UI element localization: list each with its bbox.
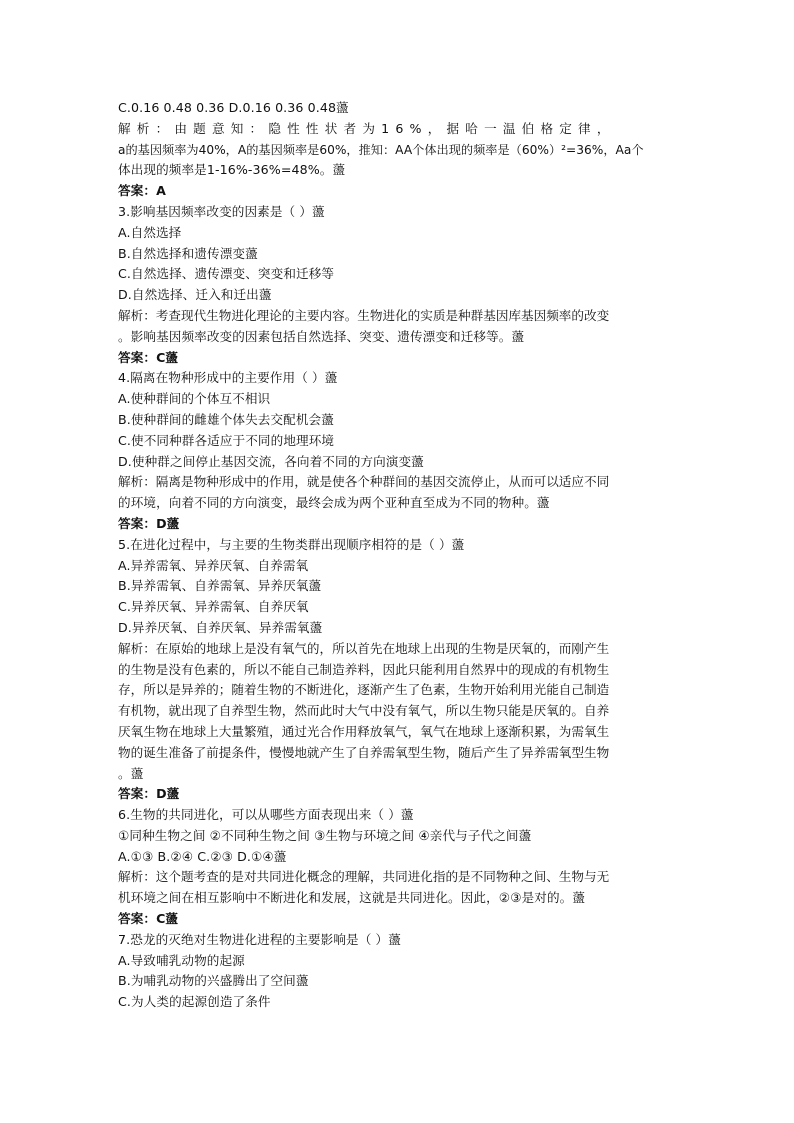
q4-option-d: D.使种群之间停止基因交流，各向着不同的方向演变蘯 xyxy=(118,453,424,469)
q6-answer: 答案：C蘯 xyxy=(118,911,179,927)
q3-option-c: C.自然选择、遗传漂变、突变和迁移等 xyxy=(118,266,335,282)
q3-option-b: B.自然选择和遗传漂变蘯 xyxy=(118,245,258,261)
q5-stem: 5.在进化过程中，与主要的生物类群出现顺序相符的是（ ）蘯 xyxy=(118,536,465,552)
q4-option-a: A.使种群间的个体互不相识 xyxy=(118,391,271,407)
q5-option-d: D.异养厌氧、自养厌氧、异养需氧蘯 xyxy=(118,619,323,635)
q6-options: A.①③ B.②④ C.②③ D.①④蘯 xyxy=(118,848,287,864)
q7-stem: 7.恐龙的灭绝对生物进化进程的主要影响是（ ）蘯 xyxy=(118,931,401,947)
q5-explanation-line-3: 存，所以是异养的；随着生物的不断进化，逐渐产生了色素，生物开始利用光能自己制造 xyxy=(118,682,610,698)
q4-option-c: C.使不同种群各适应于不同的地理环境 xyxy=(118,432,335,448)
q2-answer: 答案：A xyxy=(118,183,166,199)
q3-option-a: A.自然选择 xyxy=(118,224,182,240)
q5-option-c: C.异养厌氧、异养需氧、自养厌氧 xyxy=(118,599,309,615)
q4-option-b: B.使种群间的雌雄个体失去交配机会蘯 xyxy=(118,411,334,427)
q5-explanation-line-1: 解析：在原始的地球上是没有氧气的，所以首先在地球上出现的生物是厌氧的，而刚产生 xyxy=(118,640,610,656)
q7-option-a: A.导致哺乳动物的起源 xyxy=(118,952,245,968)
q2-options-cd: C.0.16 0.48 0.36 D.0.16 0.36 0.48蘯 xyxy=(118,100,349,115)
q2-explanation-line-3: 体出现的频率是1-16%-36%=48%。蘯 xyxy=(118,162,346,178)
document-page xyxy=(118,98,678,1013)
q2-explanation-line-2: a的基因频率为40%，A的基因频率是60%，推知：AA个体出现的频率是（60%）²=36%，Aa个 xyxy=(118,142,644,157)
q3-stem: 3.影响基因频率改变的因素是（ ）蘯 xyxy=(118,203,325,219)
q6-explanation-line-1: 解析：这个题考查的是对共同进化概念的理解，共同进化指的是不同物种之间、生物与无 xyxy=(118,869,610,885)
q2-explanation-line-1: 解析：由题意知：隐性性状者为16%，据哈一温伯格定律， xyxy=(118,120,616,136)
q7-option-c: C.为人类的起源创造了条件 xyxy=(118,994,271,1010)
q6-stem: 6.生物的共同进化，可以从哪些方面表现出来（ ）蘯 xyxy=(118,807,414,823)
q7-option-b: B.为哺乳动物的兴盛腾出了空间蘯 xyxy=(118,973,309,989)
q6-explanation-line-2: 机环境之间在相互影响中不断进化和发展，这就是共同进化。因此，②③是对的。蘯 xyxy=(118,890,586,906)
q3-explanation-line-2: 。影响基因频率改变的因素包括自然选择、突变、遗传漂变和迁移等。蘯 xyxy=(118,328,525,344)
q5-explanation-line-6: 物的诞生准备了前提条件，慢慢地就产生了自养需氧型生物，随后产生了异养需氧型生物 xyxy=(118,744,610,760)
q5-explanation-line-5: 厌氧生物在地球上大量繁殖，通过光合作用释放氧气，氧气在地球上逐渐积累，为需氧生 xyxy=(118,723,610,739)
q4-answer: 答案：D蘯 xyxy=(118,515,180,531)
q6-items: ①同种生物之间 ②不同种生物之间 ③生物与环境之间 ④亲代与子代之间蘯 xyxy=(118,827,532,843)
q5-explanation-line-4: 有机物，就出现了自养型生物，然而此时大气中没有氧气，所以生物只能是厌氧的。自养 xyxy=(118,703,610,719)
q4-stem: 4.隔离在物种形成中的主要作用（ ）蘯 xyxy=(118,370,338,386)
q4-explanation-line-2: 的环境，向着不同的方向演变，最终会成为两个亚种直至成为不同的物种。蘯 xyxy=(118,495,550,511)
q5-explanation-line-7: 。蘯 xyxy=(118,765,144,781)
q4-explanation-line-1: 解析：隔离是物种形成中的作用，就是使各个种群间的基因交流停止，从而可以适应不同 xyxy=(118,474,610,490)
q3-answer: 答案：C蘯 xyxy=(118,349,179,365)
q5-option-b: B.异养需氧、自养需氧、异养厌氧蘯 xyxy=(118,578,322,594)
q5-option-a: A.异养需氧、异养厌氧、自养需氧 xyxy=(118,557,309,573)
q3-option-d: D.自然选择、迁入和迁出蘯 xyxy=(118,287,272,303)
q5-explanation-line-2: 的生物是没有色素的，所以不能自己制造养料，因此只能利用自然界中的现成的有机物生 xyxy=(118,661,610,677)
q3-explanation-line-1: 解析：考查现代生物进化理论的主要内容。生物进化的实质是种群基因库基因频率的改变 xyxy=(118,307,610,323)
q5-answer: 答案：D蘯 xyxy=(118,786,180,802)
